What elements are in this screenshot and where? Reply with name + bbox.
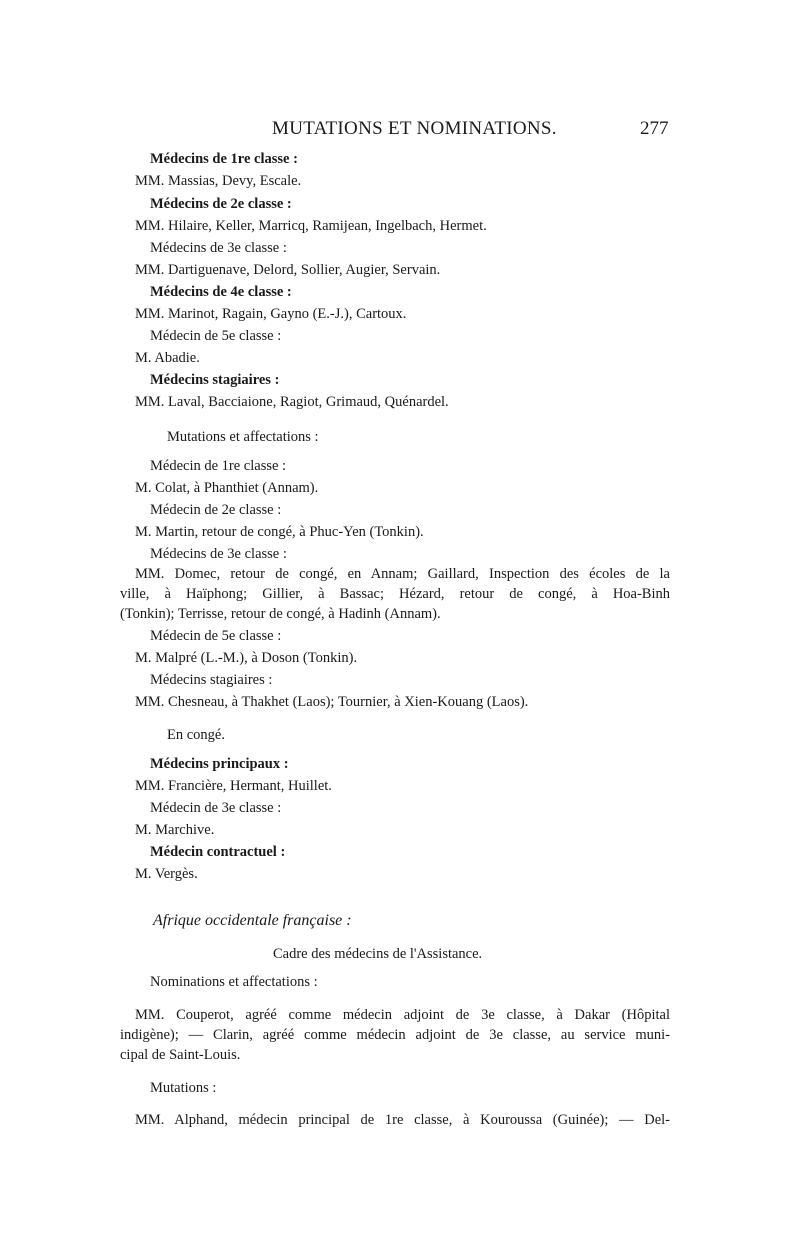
m2-text: M. Martin, retour de congé, à Phuc-Yen (Tonkin). <box>135 524 424 540</box>
running-title: MUTATIONS ET NOMINATIONS. <box>272 118 557 139</box>
med5-heading: Médecin de 5e classe : <box>150 328 282 344</box>
m5-text: M. Malpré (L.-M.), à Doson (Tonkin). <box>135 650 358 666</box>
stagiaires-names: MM. Laval, Bacciaione, Ragiot, Grimaud, Quénardel. <box>135 394 449 410</box>
m2-heading: Médecin de 2e classe : <box>150 502 282 518</box>
nominations-line1: MM. Couperot, agréé comme médecin adjoint de 3e classe, à Dakar (Hôpital <box>135 1007 670 1023</box>
ms-text: MM. Chesneau, à Thakhet (Laos); Tournier, à Xien-Kouang (Laos). <box>135 694 529 710</box>
conge-3e-heading: Médecin de 3e classe : <box>150 800 282 816</box>
conge-3e-names: M. Marchive. <box>135 822 215 838</box>
region-title: Afrique occidentale française : <box>153 912 352 929</box>
med2-names: MM. Hilaire, Keller, Marricq, Ramijean, Ingelbach, Hermet. <box>135 218 487 234</box>
m5-heading: Médecin de 5e classe : <box>150 628 282 644</box>
m3-line1: MM. Domec, retour de congé, en Annam; Gaillard, Inspection des écoles de la <box>135 566 670 582</box>
m1-heading: Médecin de 1re classe : <box>150 458 287 474</box>
m3-line3: (Tonkin); Terrisse, retour de congé, à Hadinh (Annam). <box>120 606 441 622</box>
m3-line2: ville, à Haïphong; Gillier, à Bassac; Hézard, retour de congé, à Hoa-Binh <box>120 586 670 602</box>
mutations-affectations-title: Mutations et affectations : <box>167 429 319 445</box>
en-conge-title: En congé. <box>167 727 225 743</box>
med1-heading: Médecins de 1re classe : <box>150 151 298 167</box>
stagiaires-heading: Médecins stagiaires : <box>150 372 280 388</box>
nominations-heading: Nominations et affectations : <box>150 974 318 990</box>
med1-names: MM. Massias, Devy, Escale. <box>135 173 302 189</box>
med2-heading: Médecins de 2e classe : <box>150 196 292 212</box>
med5-names: M. Abadie. <box>135 350 200 366</box>
med4-heading: Médecins de 4e classe : <box>150 284 292 300</box>
mutations-line1: MM. Alphand, médecin principal de 1re classe, à Kouroussa (Guinée); — Del- <box>135 1112 670 1128</box>
contractuel-heading: Médecin contractuel : <box>150 844 286 860</box>
mutations-heading: Mutations : <box>150 1080 217 1096</box>
m1-text: M. Colat, à Phanthiet (Annam). <box>135 480 319 496</box>
cadre-title: Cadre des médecins de l'Assistance. <box>273 946 483 962</box>
nominations-line3: cipal de Saint-Louis. <box>120 1047 241 1063</box>
m3-heading: Médecins de 3e classe : <box>150 546 287 562</box>
contractuel-names: M. Vergès. <box>135 866 198 882</box>
page-number: 277 <box>640 118 669 139</box>
nominations-line2: indigène); — Clarin, agréé comme médecin adjoint de 3e classe, au service muni- <box>120 1027 670 1043</box>
principaux-heading: Médecins principaux : <box>150 756 289 772</box>
med4-names: MM. Marinot, Ragain, Gayno (E.-J.), Cartoux. <box>135 306 407 322</box>
principaux-names: MM. Francière, Hermant, Huillet. <box>135 778 332 794</box>
med3-names: MM. Dartiguenave, Delord, Sollier, Augier, Servain. <box>135 262 441 278</box>
ms-heading: Médecins stagiaires : <box>150 672 273 688</box>
med3-heading: Médecins de 3e classe : <box>150 240 287 256</box>
